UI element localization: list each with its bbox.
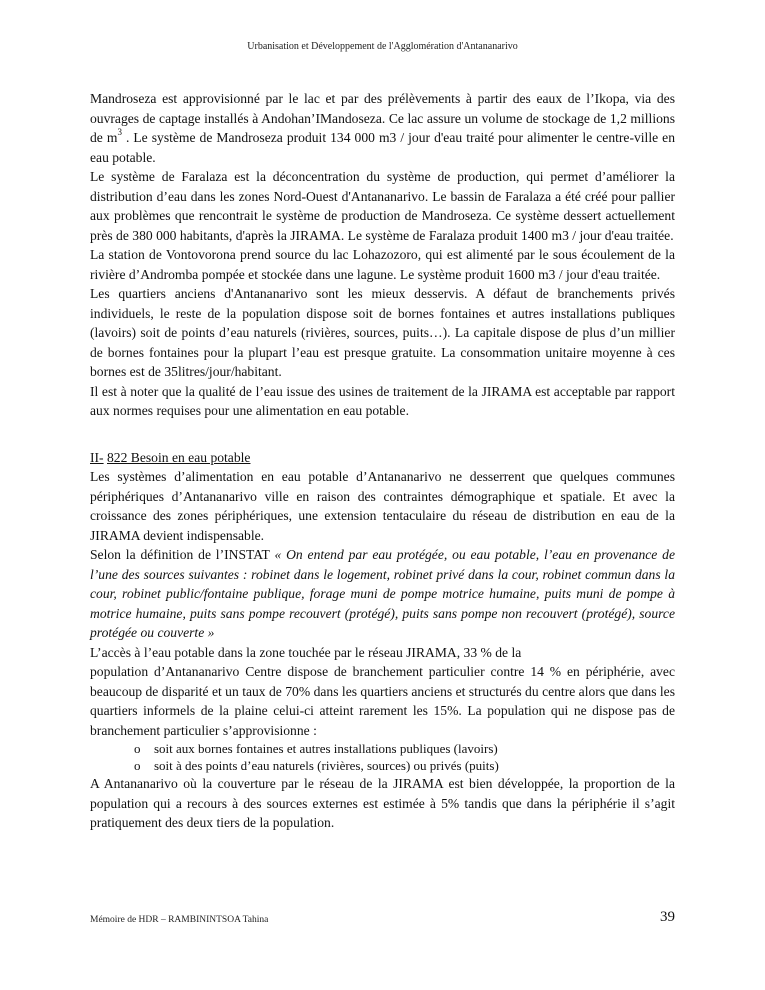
paragraph-line: L’accès à l’eau potable dans la zone touchée par le réseau JIRAMA, 33 % de la: [90, 644, 522, 660]
section-number: II-: [90, 449, 104, 465]
paragraph-systemes: Les systèmes d’alimentation en eau potable d’Antananarivo ne desserrent que quelques communes périphériques d’Antananarivo ville en raison des contraintes démographique et spatiale. Et avec la croissance des zones périphériques, une extension tentaculaire du réseau de distribution en eau de la JIRAMA devient indispensable.: [90, 469, 675, 543]
section-heading: [90, 448, 675, 468]
list-item-text: soit à des points d’eau naturels (rivières, sources) ou privés (puits): [154, 758, 499, 773]
instat-quote: « On entend par eau protégée, ou eau potable, l’eau en provenance de l’une des sources suivantes : robinet dans le logement, robinet privé dans la cour, robinet commun dans la cour, robinet public/fontaine publique, forage muni de pompe motrice humaine, puits muni de pompe à motrice humaine, puits sans pompe recouvert (protégé), puits sans pompe non recouvert (protégé), source protégée ou couverte »: [90, 547, 676, 640]
paragraph-text: Selon la définition de l’INSTAT: [90, 547, 275, 562]
paragraph-text: population d’Antananarivo Centre dispose de branchement particulier contre 14 % en périphérie, avec beaucoup de disparité et un taux de 70% dans les quartiers anciens et structurés du centre alors que dans les quartiers informels de la plaine celui-ci atteint rarement les 15%. La population qui ne dispose pas de branchement particulier s’approvisionne :: [90, 664, 675, 738]
paragraph-mandroseza: [90, 89, 675, 167]
list-item-text: soit aux bornes fontaines et autres installations publiques (lavoirs): [154, 741, 498, 756]
paragraph-couverture: A Antananarivo où la couverture par le réseau de la JIRAMA est bien développée, la proportion de la population qui a recours à des sources externes est estimée à 5% tandis que dans la périphérie il s’agit pratiquement des deux tiers de la population.: [90, 776, 675, 830]
section-title: 822 Besoin en eau potable: [107, 449, 251, 465]
paragraph-text: . Le système de Mandroseza produit 134 000 m3 / jour d'eau traité pour alimenter le centre-ville en eau potable.: [90, 130, 675, 165]
running-header: Urbanisation et Développement de l'Agglomération d'Antananarivo: [247, 41, 518, 52]
paragraph-faralaza: Le système de Faralaza est la déconcentration du système de production, qui permet d’améliorer la distribution d’eau dans les zones Nord-Ouest d'Antananarivo. Le bassin de Faralaza a été créé pour pallier aux problèmes que rencontrait le système de production de Mandroseza. Ce système dessert actuellement près de 380 000 habitants, d'après la JIRAMA. Le système de Faralaza produit 1400 m3 / jour d'eau traitée.: [90, 169, 675, 243]
supply-options-list: [90, 740, 675, 774]
list-item: [134, 757, 675, 774]
bullet-icon: o: [134, 758, 141, 773]
paragraph-text: Mandroseza est approvisionné par le lac et par des prélèvements à partir des eaux de l’Ikopa, via des ouvrages de captage installés à Andohan’IMandoseza. Ce lac assure un volume de stockage de 1,2 millions de m: [90, 91, 675, 145]
paragraph-qualite: Il est à noter que la qualité de l’eau issue des usines de traitement de la JIRAMA est acceptable par rapport aux normes requises pour une alimentation en eau potable.: [90, 383, 675, 418]
paragraph-vontovorona: La station de Vontovorona prend source du lac Lohazozoro, qui est alimenté par le sous écoulement de la rivière d’Andromba pompée et stockée dans une lagune. Le système produit 1600 m3 / jour d'eau traitée.: [90, 247, 675, 282]
superscript: 3: [117, 127, 122, 137]
body-text: [90, 89, 675, 833]
bullet-icon: o: [134, 741, 141, 756]
paragraph-acces: [90, 643, 675, 741]
footer-author: Mémoire de HDR – RAMBININTSOA Tahina: [90, 915, 269, 925]
paragraph-quartiers: Les quartiers anciens d'Antananarivo sont les mieux desservis. A défaut de branchements privés individuels, le reste de la population dispose soit de bornes fontaines et autres installations publiques (lavoirs) soit de points d’eau naturels (rivières, sources, puits…). La capitale dispose de plus d’un millier de bornes fontaines pour la plupart l’eau est presque gratuite. La consommation unitaire moyenne à ces bornes est de 35litres/jour/habitant.: [90, 286, 675, 379]
list-item: [134, 740, 675, 757]
section-gap: [90, 421, 675, 448]
page-number: 39: [660, 909, 675, 925]
paragraph-instat: [90, 545, 675, 643]
